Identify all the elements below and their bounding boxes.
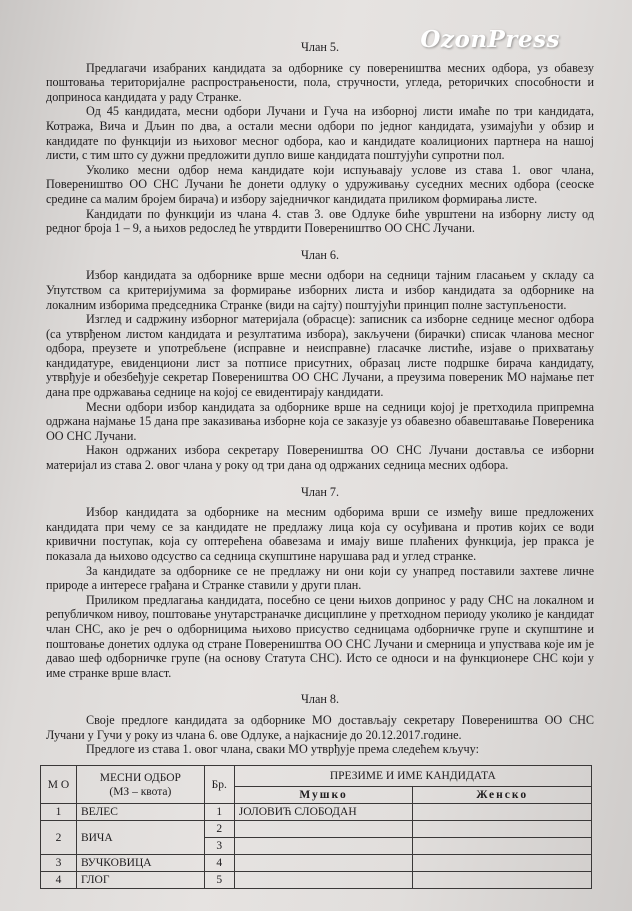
- article-7-paragraph: Приликом предлагања кандидата, посебно се цени њихов допринос у раду СНС на локалном и републичком нивоу, поштовање унутарстраначке дисциплине у претходном периоду уколико је кандидат члан СНС, ако је реч о одборницима њихово присуство седницама одборничке групе и скупштине и поштовање донетих одлука од стране Повереништва ОО СНС Лучани и смерница и упуствава које им је давао шеф одборничке групе (на основу Статута СНС). Исто се односи и на функционере СНС који у име странке врше власт.: [46, 592, 594, 680]
- cell-br: 2: [204, 821, 234, 838]
- article-5-paragraph: Кандидати по функцији из члана 4. став 3. ове Одлуке биће уврштени на изборну листу од редног броја 1 – 9, а њихов редослед ће утврдити Повереништво ОО СНС Лучани.: [46, 206, 594, 236]
- table-row: [41, 804, 592, 821]
- article-5-paragraph: Уколико месни одбор нема кандидате који испуњавају услове из става 1. овог члана, Повереништво ОО СНС Лучани ће донети одлуку о удруживању суседних месних одбора (сеоске средине са малим бројем бирача) и избору заједничког кандидата приликом формирања листе.: [46, 162, 594, 206]
- article-5-paragraph: Предлагачи изабраних кандидата за одборнике су повереништва месних одбора, уз обавезу поштовања територијалне распрострањености, пола, стручности, угледа, реторичких способности и доприноса кандидата у раду Странке.: [46, 60, 594, 104]
- cell-br: 4: [204, 855, 234, 872]
- candidates-table: [40, 765, 592, 889]
- article-6-paragraph: Избор кандидата за одборнике врше месни одбори на седници тајним гласањем у складу са Упутством са критеријумима за формирање изборних листа и избор кандидата за одборнике на локалним изборима председника Странке (види на сајту) поштујући принцип полне заступљености.: [46, 268, 594, 312]
- cell-br: 1: [204, 804, 234, 821]
- cell-odbor: ВУЧКОВИЦА: [76, 855, 204, 872]
- document-body: [46, 40, 594, 757]
- table-row: [41, 821, 592, 838]
- cell-male: [234, 855, 413, 872]
- article-8-paragraph: Предлоге из става 1. овог члана, сваки МО утврђује према следећем кључу:: [86, 742, 480, 757]
- cell-female: [413, 821, 592, 838]
- cell-female: [413, 838, 592, 855]
- cell-male: [234, 821, 413, 838]
- cell-br: 5: [204, 872, 234, 889]
- cell-female: [413, 804, 592, 821]
- article-5-paragraph: Од 45 кандидата, месни одбори Лучани и Гуча на изборној листи имаће по три кандидата, Котража, Вича и Дљин по два, а остали месни одбори по једног кандидата, узимајући у обзир и кандидате по функцији из њиховог месног одбора, као и кандидате коалиционих партнера на нашој листи, с тим што су дужни предложити дупло више кандидата поштујући супротни пол.: [46, 104, 594, 163]
- article-6-paragraph: Изглед и садржину изборног материјала (обрасце): записник са изборне седнице месног одбора (са утврђеном листом кандидата и резултатима избора), закључени (бирачки) списак чланова месног одбора, преузете и употребљене (исправне и неисправне) гласачке листиће, изјаве о прихватању кандидатуре, евиденциони лист за потписе присутних, образац листе подршке бирача кандидату, утврђује и обезбеђује секретар Повереништва ОО СНС Лучани, а преузима повереник МО најмање пет дана пре одржавања седнице на којој се евидентирају кандидати.: [46, 312, 594, 400]
- watermark-logo: OzonPress: [420, 26, 560, 53]
- table-row: [41, 855, 592, 872]
- header-mesni-odbor-title: МЕСНИ ОДБОР: [99, 771, 181, 784]
- header-female: Женско: [413, 787, 592, 804]
- cell-mo: 4: [41, 872, 77, 889]
- cell-odbor: ГЛОГ: [76, 872, 204, 889]
- article-7-paragraph: Избор кандидата за одборнике на месним одборима врши се између више предложених кандидата при чему се за кандидате не предлажу лица која су осуђивана и против којих се води кривични поступак, која су оптерећена обавезама и имају више плаћених функција, јер пракса је показала да њихово одсуство са седница скупштине нарушава рад и углед странке.: [46, 505, 594, 563]
- article-6-paragraph: Након одржаних избора секретару Повереништва ОО СНС Лучани доставља се изборни материјал из става 2. овог члана у року од три дана од одржаних седница месних одбора.: [46, 443, 594, 473]
- cell-female: [413, 855, 592, 872]
- header-candidate-name: ПРЕЗИМЕ И ИМЕ КАНДИДАТА: [234, 766, 591, 787]
- article-8-heading: Члан 8.: [300, 692, 340, 707]
- cell-male: ЈОЛОВИЋ СЛОБОДАН: [234, 804, 413, 821]
- cell-mo: 1: [41, 804, 77, 821]
- cell-male: [234, 838, 413, 855]
- cell-female: [413, 872, 592, 889]
- header-mesni-odbor: [76, 766, 204, 804]
- article-6-heading: Члан 6.: [300, 247, 340, 262]
- cell-odbor: ВЕЛЕС: [76, 804, 204, 821]
- article-8-paragraph: Своје предлоге кандидата за одборнике МО достављају секретару Повереништва ОО СНС Лучани у Гучи у року из члана 6. ове Одлуке, а најкасније до 20.12.2017.године.: [46, 712, 594, 742]
- header-mo: М О: [41, 766, 77, 804]
- header-mesni-odbor-sub: (МЗ – квота): [109, 785, 172, 798]
- article-7-paragraph: За кандидате за одборнике се не предлажу ни они који су унапред поставили захтеве личне природе а интересе грађана и Странке ставили у други план.: [46, 563, 594, 593]
- cell-mo: 2: [41, 821, 77, 855]
- article-7-heading: Члан 7.: [300, 484, 340, 499]
- cell-mo: 3: [41, 855, 77, 872]
- header-male: Мушко: [234, 787, 413, 804]
- header-br: Бр.: [204, 766, 234, 804]
- cell-odbor: ВИЧА: [76, 821, 204, 855]
- cell-br: 3: [204, 838, 234, 855]
- article-6-paragraph: Месни одбори избор кандидата за одборнике врше на седници којој је претходила припремна одржана најмање 15 дана пре заказивања изборне која се заказује уз обавезно обавештавање Повереника ОО СНС Лучани.: [46, 399, 594, 443]
- table-row: [41, 872, 592, 889]
- article-5-heading: Члан 5.: [300, 40, 340, 54]
- cell-male: [234, 872, 413, 889]
